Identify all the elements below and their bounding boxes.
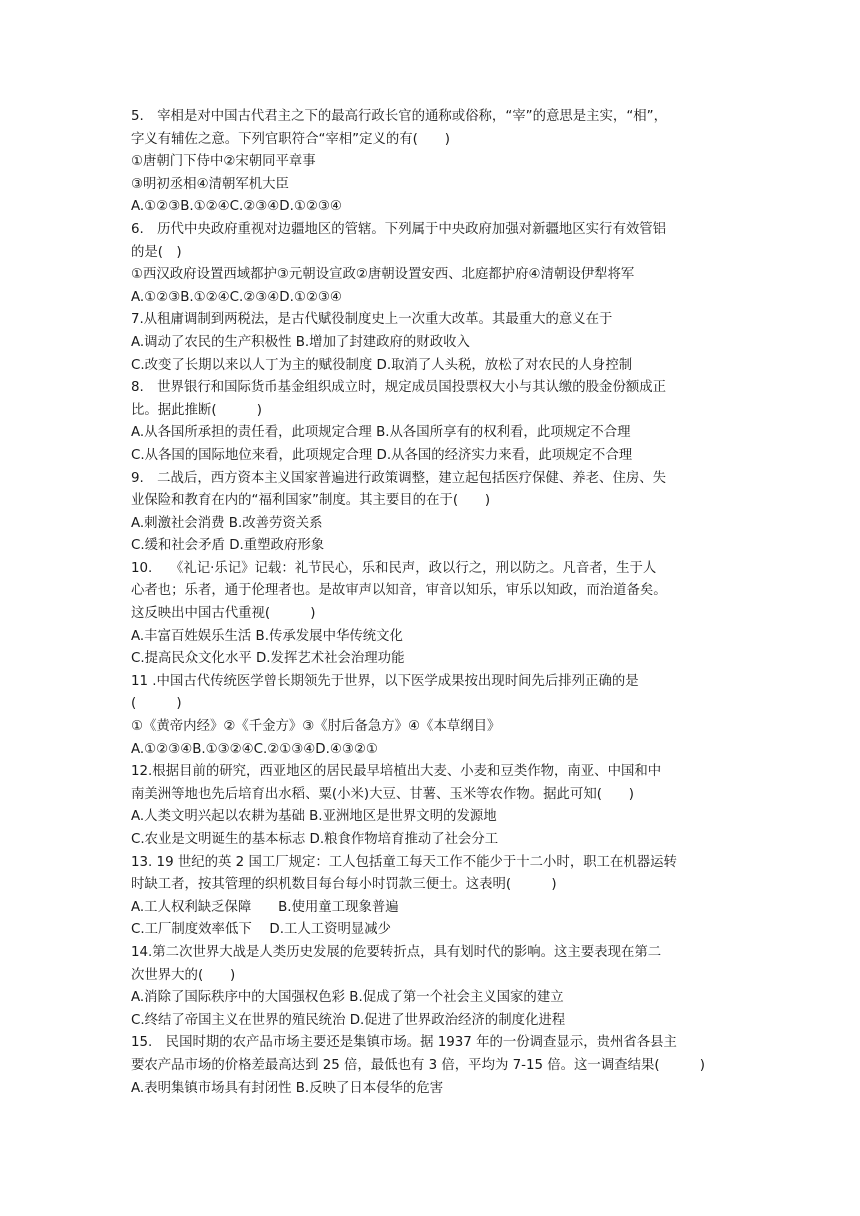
- text-line: 9. 二战后，西方资本主义国家普遍进行政策调整，建立起包括医疗保健、养老、住房、失: [131, 470, 667, 486]
- text-line: C.终结了帝国主义在世界的殖民统治 D.促进了世界政治经济的制度化进程: [131, 1012, 566, 1028]
- text-line: 10. 《礼记·乐记》记载：礼节民心，乐和民声，政以行之，刑以防之。凡音者，生于人: [131, 560, 657, 576]
- text-line: A.消除了国际秩序中的大国强权色彩 B.促成了第一个社会主义国家的建立: [131, 990, 564, 1006]
- text-line: 的是( ): [131, 244, 182, 260]
- text-line: ( ): [131, 696, 182, 712]
- text-line: 5. 宰相是对中国古代君主之下的最高行政长官的通称或俗称，“宰”的意思是主实，“相”，: [131, 109, 667, 124]
- text-line: A.人类文明兴起以农耕为基础 B.亚洲地区是世界文明的发源地: [131, 809, 497, 825]
- text-line: 南美洲等地也先后培育出水稻、粟(小米)大豆、甘薯、玉米等农作物。据此可知( ): [131, 786, 634, 802]
- text-line: A.丰富百姓娱乐生活 B.传承发展中华传统文化: [131, 628, 403, 644]
- text-line: 比。据此推断( ): [131, 402, 262, 418]
- text-line: A.表明集镇市场具有封闭性 B.反映了日本侵华的危害: [131, 1080, 444, 1096]
- text-line: 时缺工者，按其管理的织机数目每台每小时罚款三便士。这表明( ): [131, 877, 557, 893]
- text-line: 这反映出中国古代重视( ): [131, 606, 316, 622]
- text-line: 心者也；乐者，通于伦理者也。是故审声以知音，审音以知乐，审乐以知政，而治道备矣。: [131, 583, 667, 599]
- text-line: 字义有辅佐之意。下列官职符合“宰相”定义的有( ): [131, 131, 450, 147]
- text-line: C.农业是文明诞生的基本标志 D.粮食作物培育推动了社会分工: [131, 832, 499, 847]
- text-line: ③明初丞相④清朝军机大臣: [131, 176, 289, 192]
- text-line: 15. 民国时期的农产品市场主要还是集镇市场。据 1937 年的一份调查显示，贵州省各县主: [131, 1035, 677, 1051]
- text-line: A.①②③④B.①③②④C.②①③④D.④③②①: [131, 741, 378, 757]
- text-line: ①西汉政府设置西域都护③元朝设宣政②唐朝设置安西、北庭都护府④清朝设伊犁将军: [131, 267, 635, 283]
- text-line: 要农产品市场的价格差最高达到 25 倍，最低也有 3 倍，平均为 7-15 倍。这一调查结果( ): [131, 1057, 705, 1073]
- text-line: 14.第二次世界大战是人类历史发展的危要转折点，具有划时代的影响。这主要表现在第二: [131, 944, 662, 960]
- text-line: 8. 世界银行和国际货币基金组织成立时，规定成员国投票权大小与其认缴的股金份额成正: [131, 380, 667, 396]
- text-line: C.工厂制度效率低下 D.工人工资明显减少: [131, 922, 392, 938]
- text-line: C.缓和社会矛盾 D.重塑政府形象: [131, 538, 325, 554]
- text-line: 6. 历代中央政府重视对边疆地区的管辖。下列属于中央政府加强对新疆地区实行有效管铝: [131, 221, 667, 237]
- text-line: C.从各国的国际地位来看，此项规定合理 D.从各国的经济实力来看，此项规定不合理: [131, 447, 633, 463]
- question-text-block: [131, 106, 733, 1100]
- text-line: 11 .中国古代传统医学曾长期领先于世界，以下医学成果按出现时间先后排列正确的是: [131, 673, 639, 689]
- text-line: 13. 19 世纪的英 2 国工厂规定：工人包括童工每天工作不能少于十二小时，职工在机器运转: [131, 854, 677, 870]
- text-line: 业保险和教育在内的“福利国家”制度。其主要目的在于( ): [131, 493, 491, 509]
- text-line: A.刺激社会消费 B.改善劳资关系: [131, 515, 323, 531]
- text-line: A.①②③B.①②④C.②③④D.①②③④: [131, 199, 342, 215]
- text-line: A.从各国所承担的责任看，此项规定合理 B.从各国所享有的权利看，此项规定不合理: [131, 425, 631, 441]
- text-line: 12.根据目前的研究，西亚地区的居民最早培植出大麦、小麦和豆类作物，南亚、中国和中: [131, 764, 662, 780]
- text-line: C.改变了长期以来以人丁为主的赋役制度 D.取消了人头税，放松了对农民的人身控制: [131, 357, 633, 373]
- text-line: 7.从租庸调制到两税法，是古代赋役制度史上一次重大改革。其最重大的意义在于: [131, 312, 613, 328]
- text-line: ①《黄帝内经》②《千金方》③《肘后备急方》④《本草纲目》: [131, 719, 501, 735]
- text-line: A.调动了农民的生产积极性 B.增加了封建政府的财政收入: [131, 334, 470, 350]
- text-line: C.提高民众文化水平 D.发挥艺术社会治理功能: [131, 651, 405, 667]
- text-line: A.工人权利缺乏保障 B.使用童工现象普遍: [131, 899, 399, 915]
- text-line: 次世界大的( ): [131, 967, 236, 983]
- text-line: ①唐朝门下侍中②宋朝同平章事: [131, 154, 316, 170]
- text-line: A.①②③B.①②④C.②③④D.①②③④: [131, 289, 342, 305]
